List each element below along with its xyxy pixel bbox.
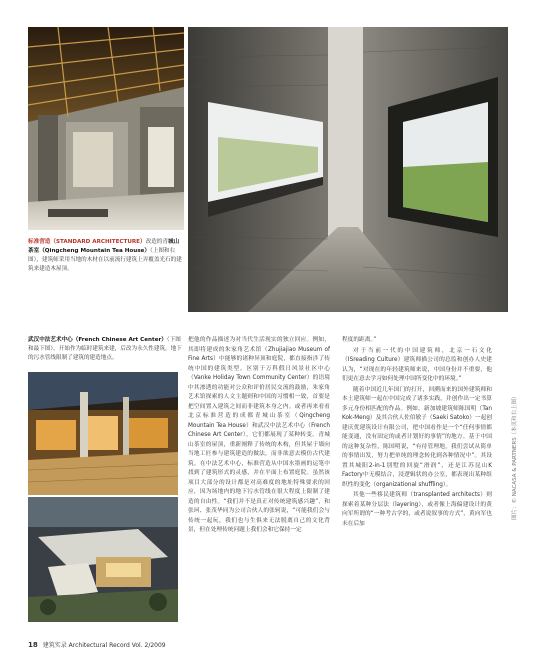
caption-text: 改造的青: [145, 239, 168, 245]
page-footer: [28, 640, 166, 649]
body-paragraph: 对于当前一代的中国建筑师，北京一石文化（ISreading Culture）建筑师描公司的总监和创办人史建认为，“对现在的年轻建筑师来说，中国身份并不重要，他们更在意去学习如何处理中国所变化中的环境。”: [342, 347, 492, 382]
body-paragraph: 其他一些移民建筑师（transplanted architects）则探索着某种分层法（layering），或者像上海偏建设计的黄向军所谓的“一种考古学的，或者说叙事的方式”，黄向军也未在后加: [342, 492, 492, 527]
bottom-photo-caption: [28, 336, 184, 363]
body-paragraph: 程度的距离。”: [342, 337, 377, 343]
art-center-aerial-photo: [28, 497, 178, 622]
tea-house-interior-photo: [28, 27, 184, 230]
body-paragraph: 把他的作品描述为对当代生活现实的独立回应。例如，其即将建成的朱家角艺术馆（Zhujiajiao Museum of Fine Arts）中能够的诸种异顶和庭院，都直接指涉了传统中国的建筑类型。区别于万科假日风景社区中心（Vanke Holiday Town Community Center）的语境中其渗透的功能对公众和评价居民交流的鼓励，朱家角艺术馆探索的人文主题则和中国的习惯相一致，首要是把空间置入建筑之间而非建筑本身之内。或者再来看看北京标准营造的成都青城山茶室（Qingcheng Mountain Tea House）和武汉中法艺术中心（French Chinese Art Center），它们都展现了某种转变。青城山茶室的屋顶，重新阐释了传统的木构，但其屋于墙向当地工匠参与建筑建造的做法，而非欲意去模仿古代建筑。在中法艺术中心，标准营造从中国水墨画的运笔中找到了建筑形式的灵感，并在平面上布置庭院。虽然该项目大部分的设计都是对高难度的地址特殊要求的回应，因为场地内的地下污水管线在很大程度上限制了建造的自由性。“我们并不是真正对传统建筑感兴趣”，和张珂、张茂华同为公司合伙人的张轲说，“可能我们会与传统一起玩，我们也与生俱来无法脱离自己的文化背景，但在处理传统问题上我们会和它保持一定: [188, 337, 330, 533]
caption-description: （下图和最下图），开始作为临时建筑来建，后改为永久性建筑，地下的污水管线限制了建筑的建造地点。: [28, 337, 182, 361]
top-photo-caption: [28, 238, 184, 274]
caption-project-name: 武汉中法艺术中心（French Chinese Art Center）: [28, 337, 167, 343]
page-number: 18: [28, 641, 38, 649]
body-text-column-2: [342, 336, 492, 530]
body-text-column-1: [188, 336, 330, 537]
caption-firm-name: 标准营造（STANDARD ARCHITECTURE）: [28, 239, 146, 245]
art-center-interior-photo: [28, 372, 178, 495]
caption-description: （上图和右图），建筑师采用当地的木材在以前流行建筑上弄覆盖光石的建筑来建造木屋顶。: [28, 248, 182, 272]
body-paragraph: 随着中国近几年国门的打开，回溯而来的国外建筑师和本土建筑师一起在中国完成了诸多实践，并创作出一定书算多元身份相匹配的作品。例如，新加坡建筑师陈国明（Tan Kok-Meng）及其合伙人佐伯敏子（Saeki Satoko）一起创建庆优建筑设计有限公司，把中国看作是一个“任何事情都能变通，没有固定的或者计划好的事情”的地方。基于中国的这种复杂性，陈国明说，“有待管理地，我们尝试从简单的事情出发，努力把单纯的理念转化到各种情况中”。其设置其城阳2-in-1别墅的回旋“滑润”，还是江苏昆山K Factory中无模结合，浸逻辑状的办公室，都表现出某种组织性的变化（organizational shuffling）。: [342, 386, 492, 488]
photo-credit: 图片：© NACASA & PARTNERS（本页和右上图）: [512, 393, 518, 520]
tea-house-corridor-photo: [188, 27, 508, 312]
journal-title: 建筑实录 Architectural Record Vol. 2/2009: [42, 642, 166, 649]
caption-project-name: 城山茶室（Qingcheng Mountain Tea House）: [28, 239, 180, 254]
